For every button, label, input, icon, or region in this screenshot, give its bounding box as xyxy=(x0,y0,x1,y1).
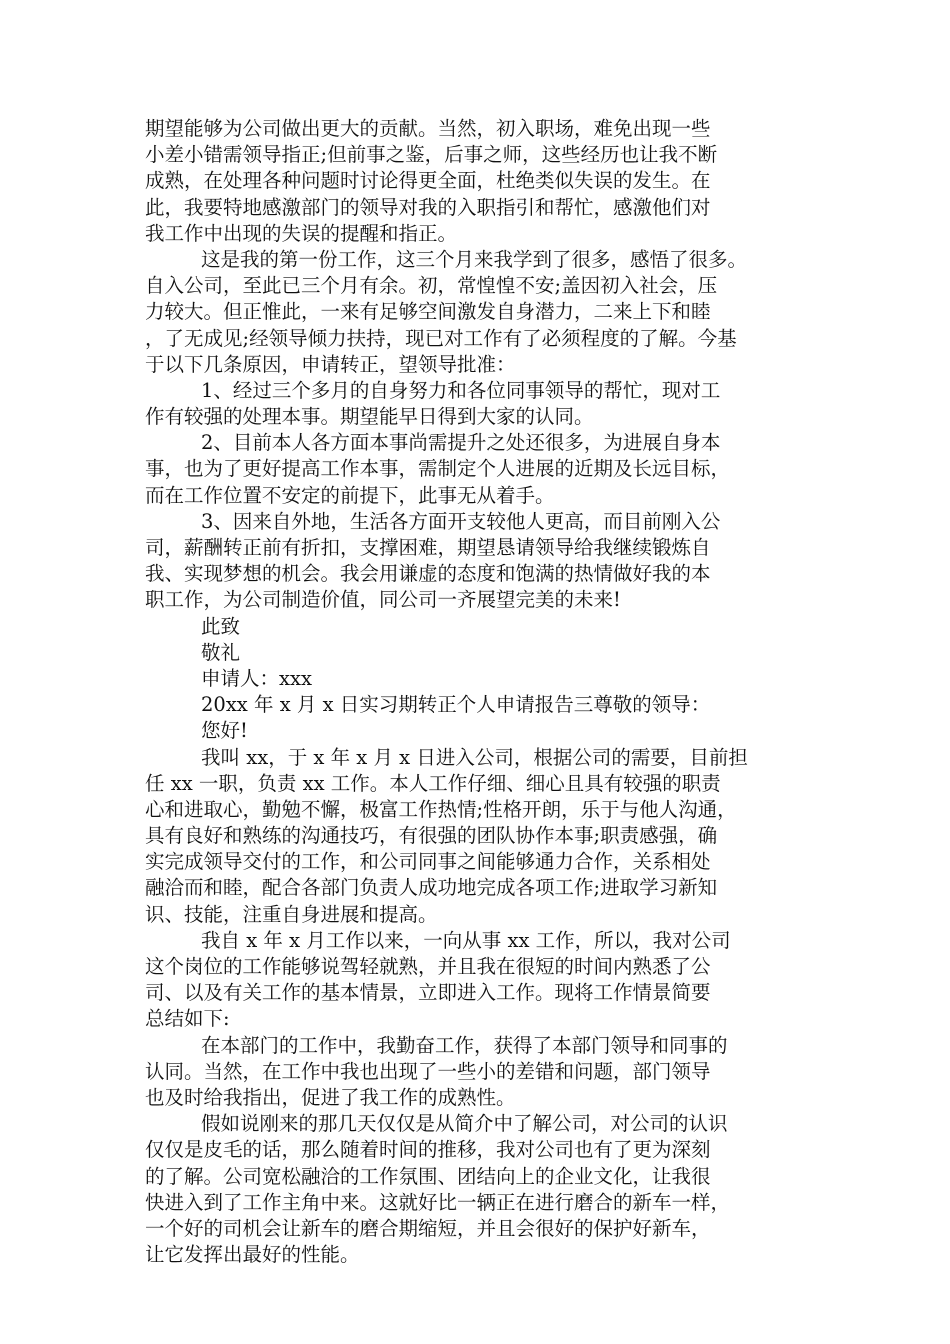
text-line: 申请人：xxx xyxy=(201,666,312,690)
text-line: 在本部门的工作中，我勤奋工作，获得了本部门领导和同事的 xyxy=(201,1033,728,1057)
text-line: 快进入到了工作主角中来。这就好比一辆正在进行磨合的新车一样， xyxy=(145,1190,731,1214)
text-line: 我、实现梦想的机会。我会用谦虚的态度和饱满的热情做好我的本 xyxy=(145,562,711,586)
text-line: 作有较强的处理本事。期望能早日得到大家的认同。 xyxy=(145,405,594,429)
text-line: 仅仅是皮毛的话，那么随着时间的推移，我对公司也有了更为深刻 xyxy=(145,1138,711,1162)
text-line: 事，也为了更好提高工作本事，需制定个人进展的近期及长远目标， xyxy=(145,457,731,481)
text-line: 而在工作位置不安定的前提下，此事无从着手。 xyxy=(145,483,555,507)
text-line: 总结如下: xyxy=(145,1007,230,1031)
text-line: 我叫 xx，于 x 年 x 月 x 日进入公司，根据公司的需要，目前担 xyxy=(201,745,748,769)
text-line: 这个岗位的工作能够说驾轻就熟，并且我在很短的时间内熟悉了公 xyxy=(145,955,711,978)
text-line: 1、经过三个多月的自身努力和各位同事领导的帮忙，现对工 xyxy=(201,378,721,402)
text-line: 成熟，在处理各种问题时讨论得更全面，杜绝类似失误的发生。在 xyxy=(145,169,711,193)
text-line: 让它发挥出最好的性能。 xyxy=(145,1243,360,1267)
text-line: 任 xx 一职，负责 xx 工作。本人工作仔细、细心且具有较强的职责 xyxy=(145,771,721,795)
text-line: 司，薪酬转正前有折扣，支撑困难，期望恳请领导给我继续锻炼自 xyxy=(145,536,711,559)
text-line: 此致 xyxy=(201,614,241,638)
text-line: 一个好的司机会让新车的磨合期缩短，并且会很好的保护好新车， xyxy=(145,1216,711,1240)
text-line: 司、以及有关工作的基本情景，立即进入工作。现将工作情景简要 xyxy=(145,981,711,1005)
text-line: 认同。当然，在工作中我也出现了一些小的差错和问题，部门领导 xyxy=(145,1059,711,1083)
text-line: 您好! xyxy=(201,719,248,743)
text-line: 心和进取心，勤勉不懈，极富工作热情;性格开朗，乐于与他人沟通， xyxy=(145,797,737,821)
text-line: 20xx 年 x 月 x 日实习期转正个人申请报告三尊敬的领导： xyxy=(201,693,711,717)
text-line: 于以下几条原因，申请转正，望领导批准： xyxy=(145,352,516,376)
text-line: 小差小错需领导指正;但前事之鉴，后事之师，这些经历也让我不断 xyxy=(145,143,718,167)
text-line: 我工作中出现的失误的提醒和指正。 xyxy=(145,221,458,245)
document-body xyxy=(145,116,835,1268)
text-line: 实完成领导交付的工作，和公司同事之间能够通力合作，关系相处 xyxy=(145,850,711,874)
text-line: 此，我要特地感激部门的领导对我的入职指引和帮忙，感激他们对 xyxy=(145,195,711,219)
text-line: 2、目前本人各方面本事尚需提升之处还很多，为进展自身本 xyxy=(201,431,721,455)
text-line: 职工作，为公司制造价值，同公司一齐展望完美的未来! xyxy=(145,588,621,612)
text-line: 我自 x 年 x 月工作以来，一向从事 xx 工作，所以，我对公司 xyxy=(201,928,731,952)
text-line: 3、因来自外地，生活各方面开支较他人更高，而目前刚入公 xyxy=(201,509,721,533)
text-line: 敬礼 xyxy=(201,640,241,664)
text-line: 也及时给我指出，促进了我工作的成熟性。 xyxy=(145,1085,516,1109)
text-line: 的了解。公司宽松融洽的工作氛围、团结向上的企业文化，让我很 xyxy=(145,1164,711,1188)
text-line: 假如说刚来的那几天仅仅是从简介中了解公司，对公司的认识 xyxy=(201,1112,728,1136)
text-line: 期望能够为公司做出更大的贡献。当然，初入职场，难免出现一些 xyxy=(145,117,711,140)
text-line: 这是我的第一份工作，这三个月来我学到了很多，感悟了很多。 xyxy=(201,247,748,271)
text-line: ，了无成见;经领导倾力扶持，现已对工作有了必须程度的了解。今基 xyxy=(145,326,737,350)
text-line: 自入公司，至此已三个月有余。初，常惶惶不安;盖因初入社会，压 xyxy=(145,274,718,298)
text-line: 具有良好和熟练的沟通技巧，有很强的团队协作本事;职责感强，确 xyxy=(145,824,718,848)
text-line: 融洽而和睦，配合各部门负责人成功地完成各项工作;进取学习新知 xyxy=(145,876,718,900)
text-line: 识、技能，注重自身进展和提高。 xyxy=(145,902,438,926)
text-line: 力较大。但正惟此，一来有足够空间激发自身潜力，二来上下和睦 xyxy=(145,300,711,324)
